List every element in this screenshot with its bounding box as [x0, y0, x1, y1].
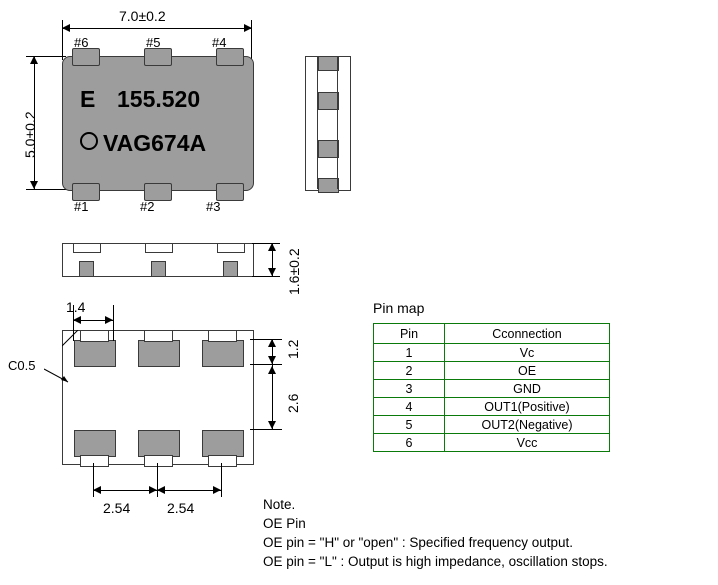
top-height-arrow-up	[30, 56, 38, 64]
note-line-1: OE Pin	[263, 516, 306, 531]
pad-pitch-arrow-down	[268, 421, 276, 429]
pin-map-cell-conn-5: OUT2(Negative)	[445, 416, 610, 434]
side-pad-low	[318, 140, 339, 158]
pad-height-arrow-down	[268, 356, 276, 364]
front-thickness-label: 1.6±0.2	[286, 248, 302, 295]
pin-map-header-pin: Pin	[374, 324, 445, 344]
pad-width-arrow-left	[73, 316, 81, 324]
top-height-label: 5.0±0.2	[22, 111, 38, 158]
pitch1-arrow-right	[149, 486, 157, 494]
pad-height-ext-top	[250, 339, 282, 340]
note-line-2: OE pin = "H" or "open" : Specified frequency output.	[263, 535, 573, 550]
pin-map-cell-conn-6: Vcc	[445, 434, 610, 452]
bottom-pad-6	[74, 340, 116, 367]
bottom-notch-top-3	[208, 330, 237, 342]
pin-map-cell-pin-1: 1	[374, 344, 445, 362]
pin-label-6: #6	[74, 35, 89, 50]
front-notch-2	[145, 243, 173, 253]
package-bottom-view	[62, 330, 254, 465]
pin-label-4: #4	[212, 35, 227, 50]
pin-label-5: #5	[146, 35, 161, 50]
pitch2-dimension-line	[157, 490, 221, 491]
pitch1-label: 2.54	[103, 500, 131, 516]
pin-map-title: Pin map	[373, 300, 425, 316]
bottom-notch-top-2	[144, 330, 173, 342]
pad-pitch-ext-bottom	[250, 429, 282, 430]
bottom-pad-5	[138, 340, 180, 367]
pin-map-table	[373, 323, 610, 452]
pin-map-cell-pin-2: 2	[374, 362, 445, 380]
side-inner-line-right	[337, 56, 338, 189]
front-notch-3	[217, 243, 245, 253]
side-inner-line-left	[317, 56, 318, 189]
bottom-notch-bot-3	[208, 455, 237, 467]
pitch2-ext-right	[221, 463, 222, 497]
marking-frequency: 155.520	[117, 86, 201, 112]
pin-map-header-row	[374, 324, 610, 344]
pitch2-arrow-left	[157, 486, 165, 494]
pin-map-cell-pin-4: 4	[374, 398, 445, 416]
bottom-pad-1	[74, 430, 116, 457]
top-width-ext-right	[251, 20, 252, 60]
top-width-label: 7.0±0.2	[119, 8, 166, 24]
top-width-arrow-left	[62, 24, 70, 32]
pad-pitch-arrow-up	[268, 366, 276, 374]
pitch2-arrow-right	[213, 486, 221, 494]
note-line-3: OE pin = "L" : Output is high impedance, oscillation stops.	[263, 554, 608, 569]
chamfer-leader-line	[44, 360, 78, 386]
pitch1-arrow-left	[93, 486, 101, 494]
pad-width-label: 1.4	[66, 299, 86, 315]
pad-width-ext-right	[113, 305, 114, 341]
pin-map-cell-conn-1: Vc	[445, 344, 610, 362]
table-row	[374, 344, 610, 362]
pin-map-cell-conn-4: OUT1(Positive)	[445, 398, 610, 416]
bottom-pad-4	[202, 340, 244, 367]
pad-height-arrow-up	[268, 339, 276, 347]
marking-letter: E	[80, 86, 96, 112]
top-height-ext-bottom	[26, 189, 66, 190]
front-notch-1	[73, 243, 101, 253]
pin-map-cell-pin-6: 6	[374, 434, 445, 452]
pad-pitch-label: 2.6	[285, 393, 301, 413]
pin-map-cell-conn-3: GND	[445, 380, 610, 398]
top-height-arrow-down	[30, 181, 38, 189]
package-front-view	[62, 243, 254, 277]
table-row	[374, 362, 610, 380]
bottom-pad-3	[202, 430, 244, 457]
bottom-notch-top-1	[80, 330, 109, 342]
bottom-pad-2	[138, 430, 180, 457]
bottom-notch-bot-1	[80, 455, 109, 467]
pin-map-cell-pin-3: 3	[374, 380, 445, 398]
top-width-ext-left	[62, 20, 63, 60]
side-pad-mid	[318, 92, 339, 110]
pad-height-ext-bottom	[250, 364, 282, 365]
pitch1-dimension-line	[93, 490, 157, 491]
pad-6	[72, 48, 100, 66]
table-row	[374, 380, 610, 398]
pad-4	[216, 48, 244, 66]
marking-partnumber: VAG674A	[103, 130, 207, 156]
table-row	[374, 434, 610, 452]
marking-dot-circle-icon	[79, 131, 99, 151]
package-side-view	[305, 56, 351, 191]
pad-width-arrow-right	[105, 316, 113, 324]
pin-label-1: #1	[74, 199, 89, 214]
front-thickness-ext-bottom	[252, 276, 280, 277]
pin-map-header-connection: Cconnection	[445, 324, 610, 344]
front-thickness-arrow-down	[268, 268, 276, 276]
pad-5	[144, 48, 172, 66]
pin-map-cell-conn-2: OE	[445, 362, 610, 380]
pin-map-cell-pin-5: 5	[374, 416, 445, 434]
table-row	[374, 416, 610, 434]
pitch2-label: 2.54	[167, 500, 195, 516]
package-top-view-body	[62, 56, 254, 191]
front-thickness-arrow-up	[268, 243, 276, 251]
side-pad-bottom	[318, 178, 339, 193]
pin-label-2: #2	[140, 199, 155, 214]
front-pad-1	[79, 261, 94, 277]
pad-height-label: 1.2	[285, 339, 301, 359]
side-pad-top	[318, 56, 339, 71]
top-height-ext-top	[26, 56, 66, 57]
note-block	[263, 495, 608, 571]
table-row	[374, 398, 610, 416]
front-pad-3	[223, 261, 238, 277]
note-title: Note.	[263, 497, 296, 512]
chamfer-label: C0.5	[8, 358, 36, 373]
pin-label-3: #3	[206, 199, 221, 214]
bottom-notch-bot-2	[144, 455, 173, 467]
front-pad-2	[151, 261, 166, 277]
top-width-dimension-line	[62, 28, 252, 29]
